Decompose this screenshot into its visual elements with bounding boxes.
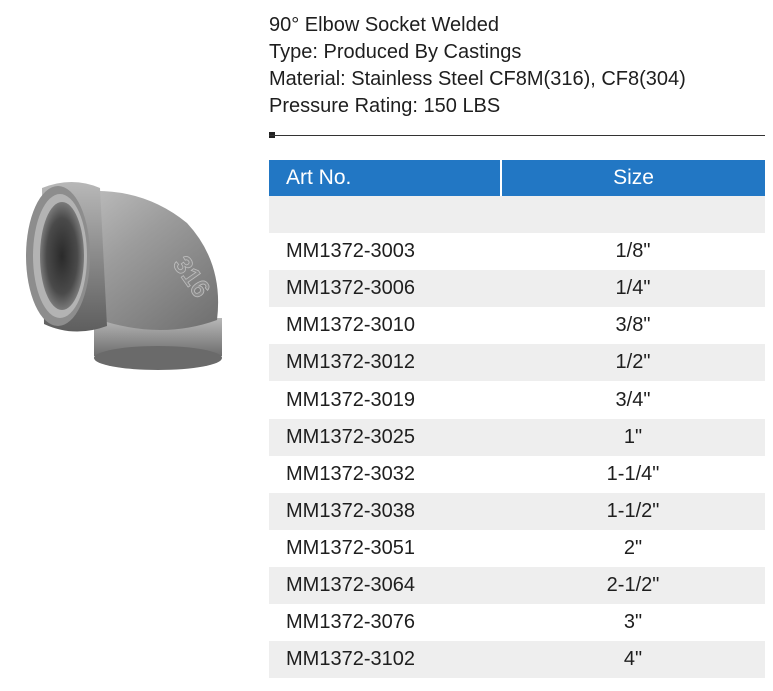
divider-line <box>269 135 765 136</box>
size-cell: 3/8" <box>501 307 765 344</box>
elbow-fitting-image <box>12 168 237 383</box>
casting-mark: 316 <box>167 250 217 303</box>
art-no-cell: MM1372-3012 <box>269 344 501 381</box>
size-cell: 1" <box>501 419 765 456</box>
art-no-cell: MM1372-3064 <box>269 567 501 604</box>
size-cell: 1/2" <box>501 344 765 381</box>
art-no-cell: MM1372-3010 <box>269 307 501 344</box>
art-no-cell: MM1372-3051 <box>269 530 501 567</box>
product-title: 90° Elbow Socket Welded <box>269 14 499 36</box>
table-row <box>269 270 765 307</box>
table-row <box>269 233 765 270</box>
size-cell: 1-1/2" <box>501 493 765 530</box>
size-cell: 3/4" <box>501 381 765 418</box>
art-no-cell: MM1372-3032 <box>269 456 501 493</box>
size-cell: 1/8" <box>501 233 765 270</box>
table-row <box>269 307 765 344</box>
size-header: Size <box>501 160 765 196</box>
table-row <box>269 641 765 678</box>
product-spec <box>269 12 769 120</box>
art-no-cell: MM1372-3019 <box>269 381 501 418</box>
size-cell: 3" <box>501 604 765 641</box>
art-no-cell: MM1372-3006 <box>269 270 501 307</box>
art-no-header: Art No. <box>269 160 501 196</box>
table-row <box>269 567 765 604</box>
table-row <box>269 530 765 567</box>
product-material: Material: Stainless Steel CF8M(316), CF8(304) <box>269 68 686 90</box>
table-row <box>269 493 765 530</box>
art-no-cell: MM1372-3076 <box>269 604 501 641</box>
art-no-cell: MM1372-3102 <box>269 641 501 678</box>
art-no-cell: MM1372-3038 <box>269 493 501 530</box>
table-row <box>269 419 765 456</box>
table-row <box>269 456 765 493</box>
art-no-cell: MM1372-3025 <box>269 419 501 456</box>
art-no-cell: MM1372-3003 <box>269 233 501 270</box>
size-cell: 2-1/2" <box>501 567 765 604</box>
table-row <box>269 344 765 381</box>
size-cell <box>501 196 765 233</box>
table-row <box>269 604 765 641</box>
size-cell: 1/4" <box>501 270 765 307</box>
table-header <box>269 160 765 196</box>
art-no-cell <box>269 196 501 233</box>
table-row <box>269 381 765 418</box>
product-pressure: Pressure Rating: 150 LBS <box>269 95 501 117</box>
product-type: Type: Produced By Castings <box>269 41 522 63</box>
parts-table <box>269 160 765 678</box>
size-cell: 2" <box>501 530 765 567</box>
size-cell: 1-1/4" <box>501 456 765 493</box>
table-row <box>269 196 765 233</box>
size-cell: 4" <box>501 641 765 678</box>
